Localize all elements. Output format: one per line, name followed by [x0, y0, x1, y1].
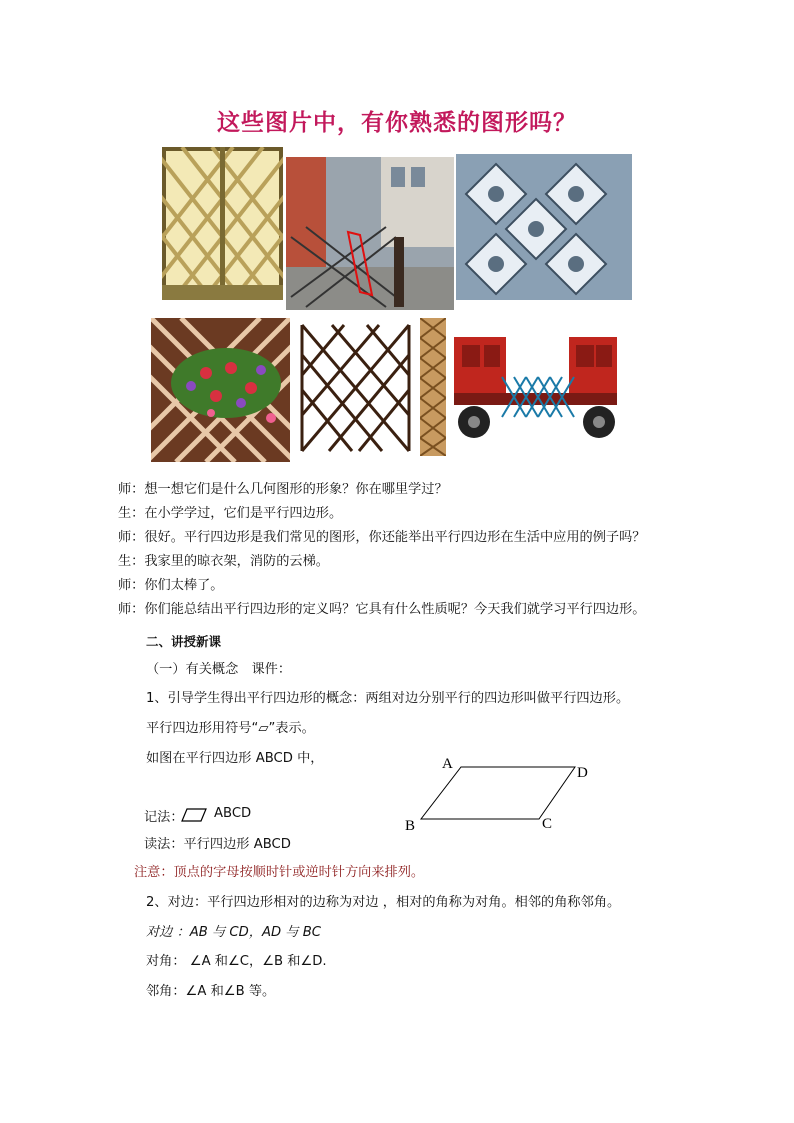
- opposite-angles-text: 对角： ∠A 和∠C，∠B 和∠D.: [146, 954, 327, 969]
- diamond-pattern-photo: [456, 154, 632, 300]
- flower-trellis-photo: [151, 318, 290, 462]
- dialogue-line: 师：你们太棒了。: [118, 578, 224, 593]
- vertex-label-c: C: [542, 816, 553, 832]
- vertex-label-b: B: [405, 818, 416, 834]
- dialogue-line: 师：很好。平行四边形是我们常见的图形，你还能举出平行四边形在生活中应用的例子吗？: [118, 530, 646, 545]
- vertex-label-d: D: [577, 765, 588, 781]
- opposite-sides-text: 对边 ：AB 与 CD，AD 与 BC: [146, 925, 321, 940]
- section-heading: 二、讲授新课: [146, 634, 222, 649]
- wooden-lattice-photo: [297, 320, 414, 456]
- dialogue-line: 生：我家里的晾衣架，消防的云梯。: [118, 554, 329, 569]
- opposite-definition-text: 2、对边：平行四边形相对的边称为对边 ，相对的角称为对角。相邻的角称邻角。: [146, 895, 621, 910]
- fire-truck-ladder-photo: [454, 337, 617, 443]
- symbol-text: 平行四边形用符号“▱”表示。: [146, 721, 315, 736]
- dialogue-line: 师：想一想它们是什么几何图形的形象？你在哪里学过？: [118, 482, 448, 497]
- note-text: 注意：顶点的字母按顺时针或逆时针方向来排列。: [134, 865, 425, 880]
- dialogue-line: 生：在小学学过，它们是平行四边形。: [118, 506, 343, 521]
- page-title: 这些图片中，有你熟悉的图形吗？: [217, 109, 577, 136]
- definition-text: 1、引导学生得出平行四边形的概念：两组对边分别平行的四边形叫做平行四边形。: [146, 691, 630, 706]
- vertex-label-a: A: [442, 756, 453, 772]
- parallelogram-figure: [400, 752, 600, 836]
- adjacent-angles-text: 邻角：∠A 和∠B 等。: [146, 984, 276, 999]
- subsection-heading: （一）有关概念 课件：: [146, 662, 292, 677]
- notation-value: ABCD: [214, 806, 252, 821]
- street-gate-photo: [286, 157, 454, 310]
- notation-label: 记法：: [144, 810, 184, 825]
- braided-strip-photo: [420, 318, 446, 456]
- reading-text: 读法：平行四边形 ABCD: [144, 837, 291, 852]
- example-text: 如图在平行四边形 ABCD 中，: [146, 751, 324, 766]
- lattice-gate-photo: [162, 147, 283, 300]
- parallelogram-symbol-icon: [181, 808, 207, 822]
- dialogue-line: 师：你们能总结出平行四边形的定义吗？它具有什么性质呢？今天我们就学习平行四边形。: [118, 602, 646, 617]
